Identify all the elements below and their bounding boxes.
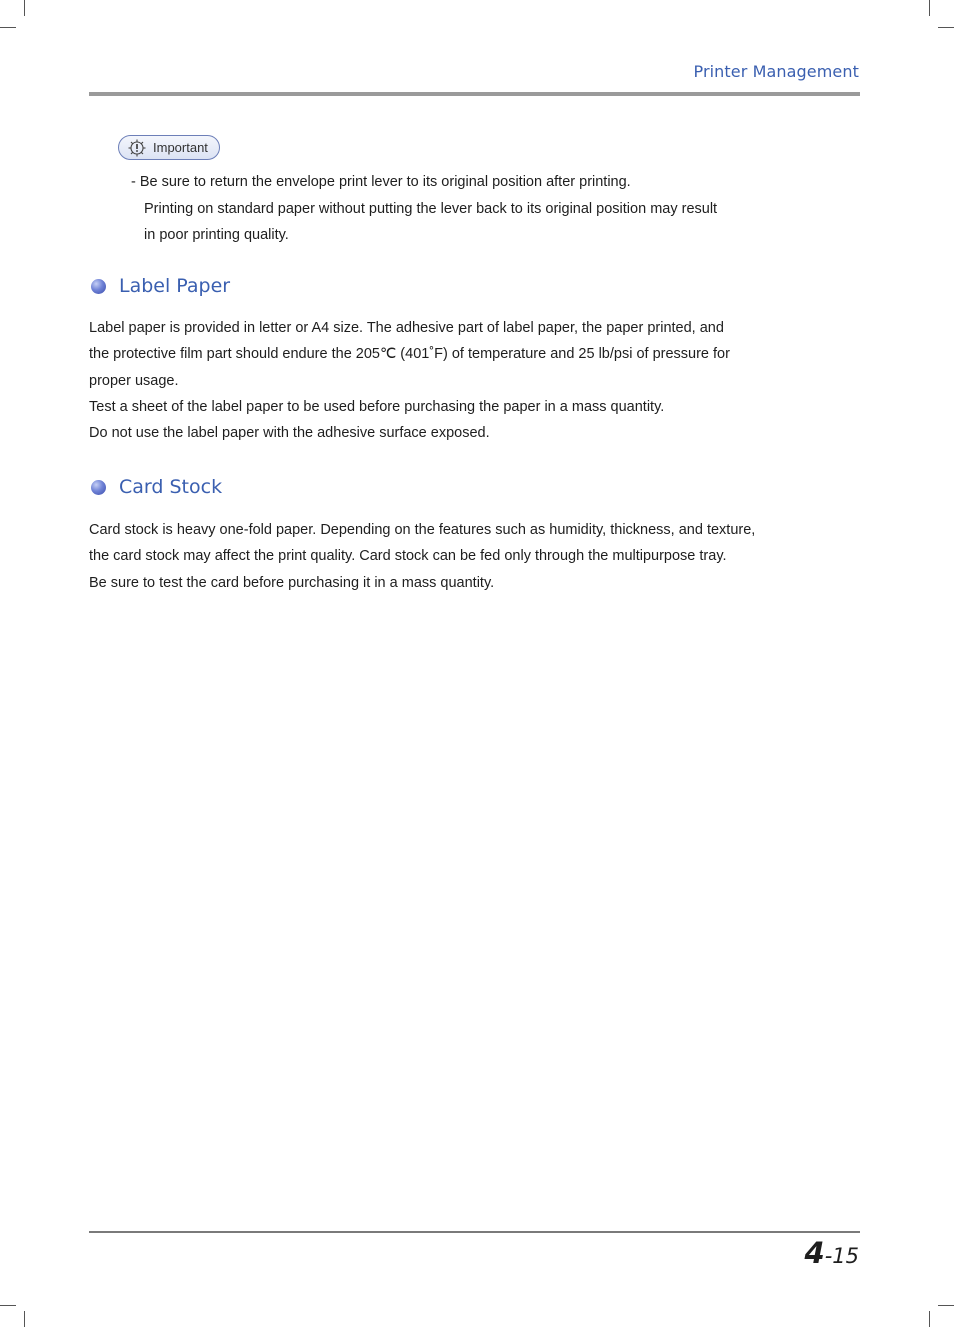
paragraph-line: Card stock is heavy one-fold paper. Depending on the features such as humidity, thickness, and texture, (89, 522, 756, 538)
section-title: Label Paper (119, 275, 231, 297)
important-label: Important (153, 140, 208, 155)
note-line: - Be sure to return the envelope print lever to its original position after printing. (131, 174, 631, 190)
important-gear-icon (127, 139, 147, 157)
paragraph-line: Label paper is provided in letter or A4 size. The adhesive part of label paper, the paper printed, and (89, 320, 724, 336)
crop-mark (0, 27, 16, 28)
crop-mark (938, 1305, 954, 1306)
important-badge (118, 135, 220, 160)
card-stock-paragraph (89, 517, 755, 596)
bullet-icon (91, 480, 106, 495)
crop-mark (24, 1311, 25, 1327)
crop-mark (929, 1311, 930, 1327)
running-header: Printer Management (693, 62, 859, 81)
card-stock-heading (91, 476, 222, 498)
page-suffix: -15 (824, 1244, 859, 1268)
paragraph-line: proper usage. (89, 372, 179, 389)
paragraph-line: Be sure to test the card before purchasing it in a mass quantity. (89, 574, 495, 591)
section-title: Card Stock (119, 476, 223, 498)
crop-mark (24, 0, 25, 16)
chapter-number: 4 (804, 1236, 825, 1270)
header-divider (89, 92, 860, 96)
paragraph-line: Do not use the label paper with the adhesive surface exposed. (89, 425, 490, 442)
important-note (131, 169, 717, 249)
footer-divider (89, 1231, 860, 1233)
bullet-icon (91, 279, 106, 294)
paragraph-line: the protective film part should endure the 205℃ (401˚F) of temperature and 25 lb/psi of pressure for (89, 346, 730, 363)
label-paper-paragraph (89, 315, 730, 446)
paragraph-line: the card stock may affect the print quality. Card stock can be fed only through the multipurpose tray. (89, 548, 727, 565)
paragraph-line: Test a sheet of the label paper to be used before purchasing the paper in a mass quantity. (89, 398, 665, 415)
note-line: in poor printing quality. (144, 227, 289, 243)
crop-mark (929, 0, 930, 16)
page-number (805, 1236, 860, 1270)
crop-mark (938, 27, 954, 28)
note-line: Printing on standard paper without putting the lever back to its original position may result (144, 200, 718, 217)
label-paper-heading (91, 275, 230, 297)
crop-mark (0, 1305, 16, 1306)
